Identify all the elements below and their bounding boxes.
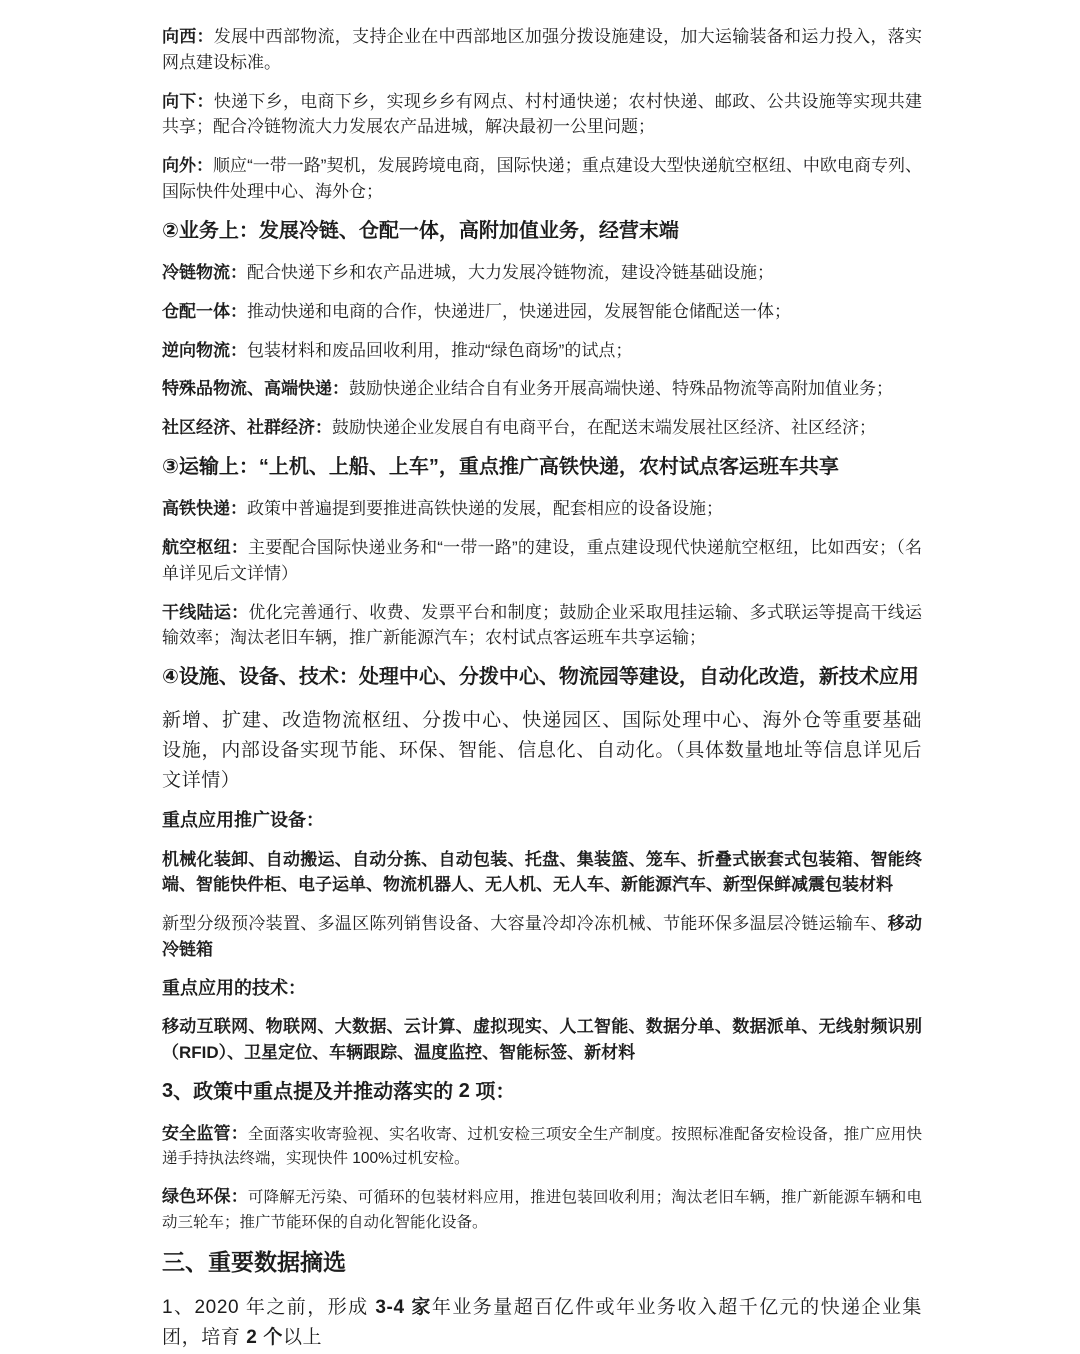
paragraph-text: 快递下乡，电商下乡，实现乡乡有网点、村村通快递；农村快递、邮政、公共设施等实现共建共享；配合冷链物流大力发展农产品进城，解决最初一公里问题； — [162, 91, 923, 137]
paragraph-text-bold: 移动冷链箱 — [162, 914, 923, 960]
section-heading-key-data: 三、重要数据摘选 — [162, 1248, 346, 1275]
paragraph-text: 鼓励快递企业结合自有业务开展高端快递、特殊品物流等高附加值业务； — [349, 379, 893, 399]
paragraph-safety-supervision — [162, 1121, 922, 1171]
paragraph-text: 包装材料和废品回收利用，推动“绿色商场”的试点； — [247, 340, 633, 360]
paragraph-reverse-logistics — [162, 338, 922, 364]
paragraph-label: 向下： — [162, 91, 214, 111]
paragraph-key-data-1 — [162, 1293, 922, 1353]
paragraph-text: 顺应“一带一路”契机，发展跨境电商，国际快递；重点建设大型快递航空枢纽、中欧电商专列、国际快件处理中心、海外仓； — [162, 156, 922, 202]
paragraph-equipment-list-1: 机械化装卸、自动搬运、自动分拣、自动包装、托盘、集装篮、笼车、折叠式嵌套式包装箱、智能终端、智能快件柜、电子运单、物流机器人、无人机、无人车、新能源汽车、新型保鲜减震包装材料 — [162, 849, 922, 895]
section-heading-business: ②业务上：发展冷链、仓配一体，高附加值业务，经营末端 — [162, 219, 679, 242]
paragraph-hsr-express — [162, 496, 922, 522]
section-heading-facility: ④设施、设备、技术：处理中心、分拨中心、物流园等建设，自动化改造，新技术应用 — [162, 666, 919, 689]
paragraph-text: 配合快递下乡和农产品进城，大力发展冷链物流，建设冷链基础设施； — [247, 262, 774, 282]
paragraph-text: 1、2020 年之前，形成 — [162, 1297, 376, 1319]
paragraph-text: 新型分级预冷装置、多温区陈列销售设备、大容量冷却冷冻机械、节能环保多温层冷链运输车、 — [162, 914, 888, 934]
paragraph-direction-down — [162, 89, 922, 141]
paragraph-label: 社区经济、社群经济： — [162, 418, 332, 438]
paragraph-text-bold: 3-4 家 — [375, 1297, 432, 1319]
paragraph-label: 绿色环保： — [162, 1187, 248, 1207]
heading-number: 3 — [162, 1079, 174, 1102]
paragraph-aviation-hub — [162, 535, 922, 587]
paragraph-label: 仓配一体： — [162, 301, 247, 321]
paragraph-label: 冷链物流： — [162, 262, 247, 282]
paragraph-label: 向西： — [162, 27, 214, 46]
paragraph-text: 推动快递和电商的合作，快递进厂，快递进园，发展智能仓储配送一体； — [247, 301, 791, 321]
heading-key-equipment: 重点应用推广设备： — [162, 810, 324, 831]
paragraph-direction-west — [162, 24, 922, 76]
paragraph-community-economy — [162, 415, 922, 441]
heading-number: 2 — [458, 1079, 470, 1102]
paragraph-trunk-land-transport — [162, 600, 922, 652]
paragraph-text: 年业务量超百亿件或年业务收入超千亿元的快递企业集团，培育 — [162, 1297, 923, 1349]
paragraph-text: 鼓励快递企业发展自有电商平台，在配送末端发展社区经济、社区经济； — [332, 418, 876, 438]
paragraph-label: 航空枢纽： — [162, 537, 249, 557]
paragraph-label: 安全监管： — [162, 1123, 248, 1143]
paragraph-text: 发展中西部物流，支持企业在中西部地区加强分拨设施建设，加大运输装备和运力投入，落实网点建设标准。 — [162, 27, 923, 72]
paragraph-text: 可降解无污染、可循环的包装材料应用，推进包装回收利用；淘汰老旧车辆，推广新能源车辆和电动三轮车；推广节能环保的自动化智能化设备。 — [162, 1189, 922, 1231]
paragraph-text-bold: 2 个 — [246, 1327, 283, 1349]
paragraph-equipment-list-2 — [162, 911, 922, 963]
paragraph-text: 以上 — [282, 1327, 323, 1349]
paragraph-special-logistics — [162, 376, 922, 402]
heading-text: 、政策中重点提及并推动落实的 — [173, 1080, 459, 1103]
heading-key-technology: 重点应用的技术： — [162, 977, 306, 998]
section-heading-transport: ③运输上：“上机、上船、上车”，重点推广高铁快递，农村试点客运班车共享 — [162, 456, 839, 479]
paragraph-label: 干线陆运： — [162, 602, 249, 622]
paragraph-text: 优化完善通行、收费、发票平台和制度；鼓励企业采取甩挂运输、多式联运等提高干线运输效率；淘汰老旧车辆，推广新能源汽车；农村试点客运班车共享运输； — [162, 602, 923, 648]
paragraph-direction-out — [162, 153, 922, 205]
paragraph-facility-intro: 新增、扩建、改造物流枢纽、分拨中心、快递园区、国际处理中心、海外仓等重要基础设施，内部设备实现节能、环保、智能、信息化、自动化。（具体数量地址等信息详见后文详情） — [162, 710, 922, 792]
paragraph-text: 主要配合国际快递业务和“一带一路”的建设，重点建设现代快递航空枢纽，比如西安；（名单详见后文详情） — [162, 537, 923, 583]
paragraph-text: 政策中普遍提到要推进高铁快递的发展，配套相应的设备设施； — [247, 499, 723, 519]
paragraph-green-environmental — [162, 1184, 922, 1234]
paragraph-label: 逆向物流： — [162, 340, 247, 360]
paragraph-label: 向外： — [162, 156, 214, 176]
paragraph-cold-chain — [162, 260, 922, 286]
heading-text: 项： — [469, 1080, 516, 1103]
paragraph-text: 全面落实收寄验视、实名收寄、过机安检三项安全生产制度。按照标准配备安检设备，推广应用快递手持执法终端，实现快件 100%过机安检。 — [162, 1125, 922, 1168]
paragraph-technology-list: 移动互联网、物联网、大数据、云计算、虚拟现实、人工智能、数据分单、数据派单、无线射频识别（RFID）、卫星定位、车辆跟踪、温度监控、智能标签、新材料 — [162, 1017, 922, 1063]
paragraph-label: 特殊品物流、高端快递： — [162, 379, 349, 399]
paragraph-label: 高铁快递： — [162, 499, 247, 519]
paragraph-warehouse-distribution — [162, 299, 922, 325]
section-heading-two-items — [162, 1079, 922, 1106]
